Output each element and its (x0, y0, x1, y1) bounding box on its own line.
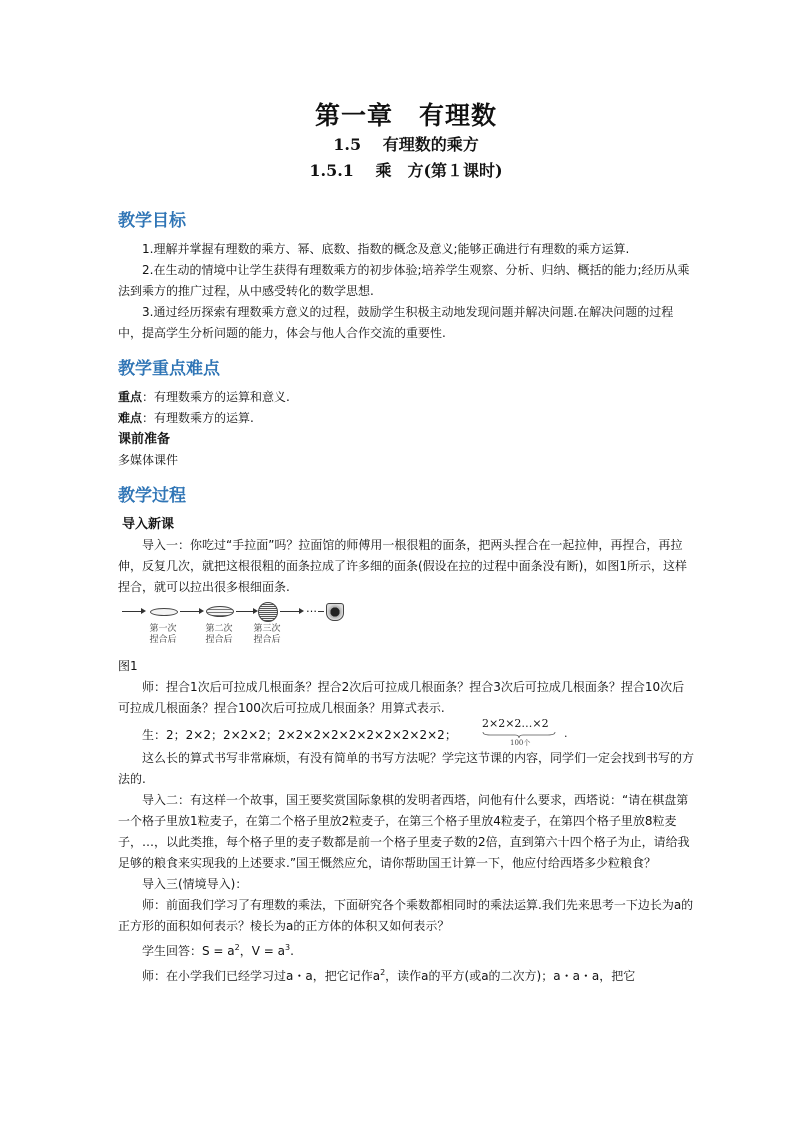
formula-end: . (564, 727, 568, 740)
key-point-label: 重点 (118, 390, 143, 404)
answer-v: ，V = a (239, 944, 285, 958)
formula-block (482, 717, 568, 747)
underbrace-icon (482, 731, 556, 739)
difficulty-label: 难点 (118, 411, 143, 425)
explain-b: ，读作a的平方(或a的二次方)；a・a・a，把它 (385, 969, 636, 983)
noodle-2-icon (206, 606, 234, 617)
answer-end: . (290, 944, 294, 958)
figure-caption-3: 第三次 捏合后 (253, 624, 281, 645)
arrow-icon (236, 611, 256, 612)
subsection-title: 1.5.1 乘 方(第１课时) (309, 161, 503, 180)
objective-1: 1.理解并掌握有理数的乘方、幂、底数、指数的概念及意义;能够正确进行有理数的乘方运算. (142, 242, 630, 256)
formula: 2×2×2…×2 (482, 717, 549, 730)
student-answer-formula (118, 937, 694, 962)
intro-one: 导入一：你吃过“手拉面”吗？拉面馆的师傅用一根很粗的面条，把两头捏合在一起拉伸，再捏合，再拉伸，反复几次，就把这根很粗的面条拉成了许多细的面条(假设在拉的过程中面条没有断)，如图1所示，这样捏合，就可以拉出很多根细面条. (118, 538, 688, 594)
objective-3: 3.通过经历探索有理数乘方意义的过程，鼓励学生积极主动地发现问题并解决问题.在解决问题的过程中，提高学生分析问题的能力，体会与他人合作交流的重要性. (118, 305, 674, 340)
process-heading: 教学过程 (118, 486, 186, 506)
answer-sup-3: 3 (285, 943, 291, 952)
keypoints-heading: 教学重点难点 (118, 359, 220, 379)
noodle-1-icon (150, 608, 178, 616)
key-point-line (118, 387, 694, 408)
explain-sup: 2 (380, 968, 386, 977)
noodle-bowl-icon (326, 603, 344, 621)
arrow-icon (318, 611, 324, 612)
figure-ellipsis: … (306, 602, 317, 615)
noodle-figure (120, 602, 694, 654)
formula-count: 100个 (510, 739, 531, 747)
key-point-text: ：有理数乘方的运算和意义. (142, 390, 290, 404)
difficulty-line (118, 408, 694, 429)
long-comment: 这么长的算式书写非常麻烦，有没有简单的书写方法呢？学完这节课的内容，同学们一定会找到书写的方法的. (118, 751, 695, 786)
difficulty-text: ：有理数乘方的运算. (142, 411, 254, 425)
prep-text: 多媒体课件 (118, 453, 179, 467)
objective-2: 2.在生动的情境中让学生获得有理数乘方的初步体验;培养学生观察、分析、归纳、概括的能力;经历从乘法到乘方的推广过程，从中感受转化的数学思想. (118, 263, 690, 298)
objectives-heading: 教学目标 (118, 211, 186, 231)
prep-heading: 课前准备 (118, 432, 171, 447)
answer-sup-2: 2 (234, 943, 240, 952)
intro-two: 导入二：有这样一个故事，国王要奖赏国际象棋的发明者西塔，问他有什么要求，西塔说：“请在棋盘第一个格子里放1粒麦子，在第二个格子里放2粒麦子，在第三个格子里放4粒麦子，在第四个格子里放8粒麦子，…，以此类推，每个格子里的麦子数都是前一个格子里麦子数的2倍，直到第六十四个格子为止，请给我足够的粮食来实现我的上述要求.”国王慨然应允，请你帮助国王计算一下，他应付给西塔多少粒粮食？ (118, 793, 690, 870)
figure-caption-1: 第一次 捏合后 (149, 624, 177, 645)
intro-three-teacher: 师：前面我们学习了有理数的乘法，下面研究各个乘数都相同时的乘法运算.我们先来思考一下边长为a的正方形的面积如何表示？棱长为a的正方体的体积又如何表示？ (118, 898, 694, 933)
intro-heading: 导入新课 (122, 517, 175, 532)
chapter-title: 第一章 有理数 (314, 101, 497, 130)
student-answer-line (118, 717, 694, 747)
arrow-icon (122, 611, 144, 612)
answer-s: 学生回答：S = a (142, 944, 235, 958)
explain-a: 师：在小学我们已经学习过a・a，把它记作a (142, 969, 381, 983)
arrow-icon (280, 611, 302, 612)
document-content (118, 92, 694, 987)
figure-label: 图1 (118, 659, 138, 673)
student-answer: 生：2；2×2；2×2×2；2×2×2×2×2×2×2×2×2×2； (142, 728, 457, 742)
intro-three: 导入三(情境导入)： (142, 877, 248, 891)
teacher-explain (118, 962, 694, 987)
teacher-question: 师：捏合1次后可拉成几根面条？捏合2次后可拉成几根面条？捏合3次后可拉成几根面条？捏合10次后可拉成几根面条？捏合100次后可拉成几根面条？用算式表示. (118, 680, 685, 715)
section-title: 1.5 有理数的乘方 (333, 135, 479, 154)
noodle-3-icon (258, 602, 278, 622)
figure-caption-2: 第二次 捏合后 (205, 624, 233, 645)
arrow-icon (180, 611, 202, 612)
